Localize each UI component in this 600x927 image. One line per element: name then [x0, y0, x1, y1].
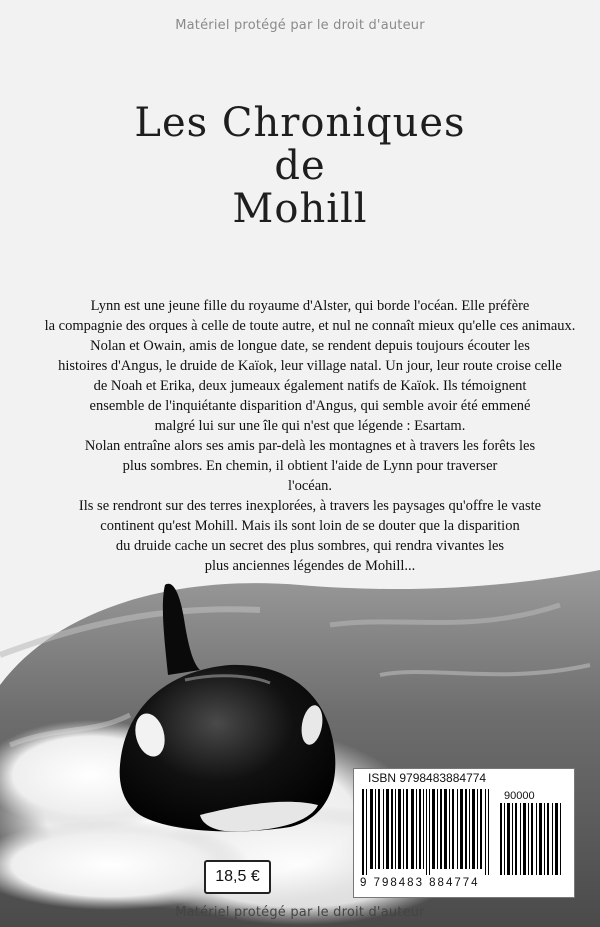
isbn-label: ISBN 9798483884774 [368, 771, 487, 785]
isbn-addon: 90000 [504, 790, 535, 802]
title-line-1: Les Chroniques [134, 100, 466, 146]
price-tag: 18,5 € [204, 860, 271, 894]
synopsis-line: Ils se rendront sur des terres inexplorées, à travers les paysages qu'offre le vaste [78, 498, 542, 514]
isbn-digits: 9 798483 884774 [360, 877, 480, 889]
synopsis-line: du druide cache un secret des plus sombres, qui rendra vivantes les [115, 538, 505, 554]
synopsis-line: de Noah et Erika, deux jumeaux également natifs de Kaïok. Ils témoignent [93, 378, 527, 394]
synopsis-line: Nolan et Owain, amis de longue date, se rendent depuis toujours écouter les [90, 338, 530, 354]
copyright-watermark-top: Matériel protégé par le droit d'auteur [175, 18, 425, 33]
synopsis-line: la compagnie des orques à celle de toute autre, et nul ne connaît mieux qu'elle ces animaux. [44, 318, 576, 334]
synopsis-line: continent qu'est Mohill. Mais ils sont loin de se douter que la disparition [100, 518, 520, 534]
title-line-3: Mohill [232, 186, 368, 232]
isbn-barcode [353, 768, 575, 898]
synopsis-line: malgré lui sur une île qui n'est que légende : Esartam. [154, 418, 466, 434]
synopsis-line: plus anciennes légendes de Mohill... [204, 558, 416, 574]
title-line-2: de [274, 143, 326, 189]
synopsis-line: ensemble de l'inquiétante disparition d'Angus, qui semble avoir été emmené [89, 398, 531, 414]
synopsis [40, 296, 580, 576]
synopsis-line: histoires d'Angus, le druide de Kaïok, leur village natal. Un jour, leur route croise celle [58, 358, 562, 374]
copyright-watermark-bottom: Matériel protégé par le droit d'auteur [175, 905, 425, 920]
synopsis-line: Nolan entraîne alors ses amis par-delà les montagnes et à travers les forêts les [84, 438, 536, 454]
synopsis-line: l'océan. [287, 478, 333, 494]
synopsis-line: plus sombres. En chemin, il obtient l'aide de Lynn pour traverser [122, 458, 498, 474]
synopsis-line: Lynn est une jeune fille du royaume d'Alster, qui borde l'océan. Elle préfère [90, 298, 530, 314]
barcode-bars [362, 789, 566, 875]
